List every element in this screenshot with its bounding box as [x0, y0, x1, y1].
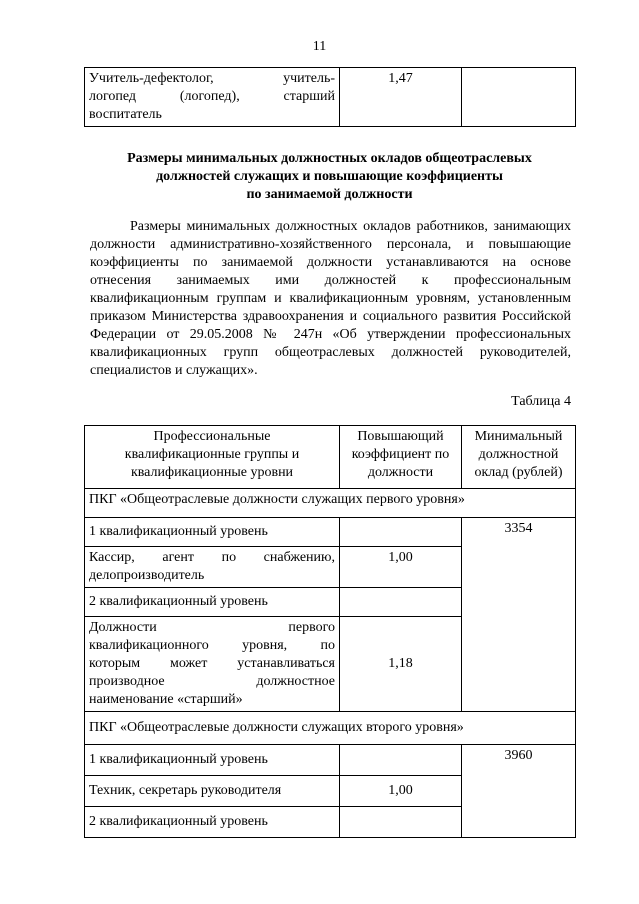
coefficient-cell: 1,47 [340, 68, 462, 127]
header-line: Профессиональные [153, 429, 271, 444]
salary-table [84, 425, 576, 838]
group-title-row [85, 712, 576, 745]
level-label: 1 квалификационный уровень [85, 518, 340, 547]
header-line: оклад (рублей) [474, 465, 563, 480]
coefficient-cell [340, 588, 462, 617]
header-line: Минимальный [474, 429, 563, 444]
page-number: 11 [312, 39, 327, 54]
position-line: Учитель-дефектолог, учитель- [89, 71, 335, 86]
salary-cell: 3960 [462, 745, 576, 838]
position-line: Кассир, агент по снабжению, [89, 550, 335, 565]
level-label: 2 квалификационный уровень [85, 807, 340, 838]
table-row [85, 745, 576, 776]
position-cell [85, 547, 340, 588]
continued-table [84, 67, 576, 127]
coefficient-cell: 1,00 [340, 776, 462, 807]
position-line: логопед (логопед), старший [89, 89, 335, 104]
header-line: должности [367, 465, 434, 480]
coefficient-cell [340, 518, 462, 547]
group-title: ПКГ «Общеотраслевые должности служащих первого уровня» [85, 489, 576, 518]
position-line: делопроизводитель [89, 568, 205, 583]
coefficient-cell [340, 745, 462, 776]
position-line: наименование «старший» [89, 692, 243, 707]
body-paragraph: Размеры минимальных должностных окладов работников, занимающих должности административно-хозяйственного персонала, и повышающие коэффициенты по занимаемой должности устанавливаются на основе отнесения занимаемых ими должностей к профессиональным квалификационным группам и квалификационным уровням, установленным приказом Министерства здравоохранения и социального развития Российской Федерации от 29.05.2008 № 247н «Об утверждении профессиональных квалификационных групп общеотраслевых должностей руководителей, специалистов и служащих». [90, 219, 571, 378]
group-title-row [85, 489, 576, 518]
header-groups [85, 426, 340, 489]
coefficient-cell [340, 807, 462, 838]
header-line: квалификационные уровни [130, 465, 294, 480]
header-salary [462, 426, 576, 489]
group-title: ПКГ «Общеотраслевые должности служащих второго уровня» [85, 712, 576, 745]
level-label: 2 квалификационный уровень [85, 588, 340, 617]
table-row [85, 68, 576, 127]
coefficient-cell: 1,00 [340, 547, 462, 588]
table-header-row [85, 426, 576, 489]
position-cell: Техник, секретарь руководителя [85, 776, 340, 807]
position-cell [85, 617, 340, 712]
position-line: квалификационного уровня, по [89, 638, 335, 653]
header-line: квалификационные группы и [124, 447, 300, 462]
header-coefficient [340, 426, 462, 489]
position-line: воспитатель [89, 107, 162, 122]
heading-line: по занимаемой должности [246, 187, 413, 202]
header-line: коэффициент по [351, 447, 450, 462]
header-line: должностной [478, 447, 559, 462]
header-line: Повышающий [357, 429, 444, 444]
section-heading [84, 150, 575, 204]
position-line: которым может устанавливаться [89, 656, 335, 671]
level-label: 1 квалификационный уровень [85, 745, 340, 776]
salary-cell: 3354 [462, 518, 576, 712]
table-row [85, 518, 576, 547]
coefficient-cell: 1,18 [340, 617, 462, 712]
salary-cell [462, 68, 576, 127]
position-line: Должности первого [89, 620, 335, 635]
position-cell [85, 68, 340, 127]
table-caption: Таблица 4 [511, 394, 571, 409]
heading-line: Размеры минимальных должностных окладов общеотраслевых [127, 151, 532, 166]
heading-line: должностей служащих и повышающие коэффициенты [156, 169, 503, 184]
position-line: производное должностное [89, 674, 335, 689]
